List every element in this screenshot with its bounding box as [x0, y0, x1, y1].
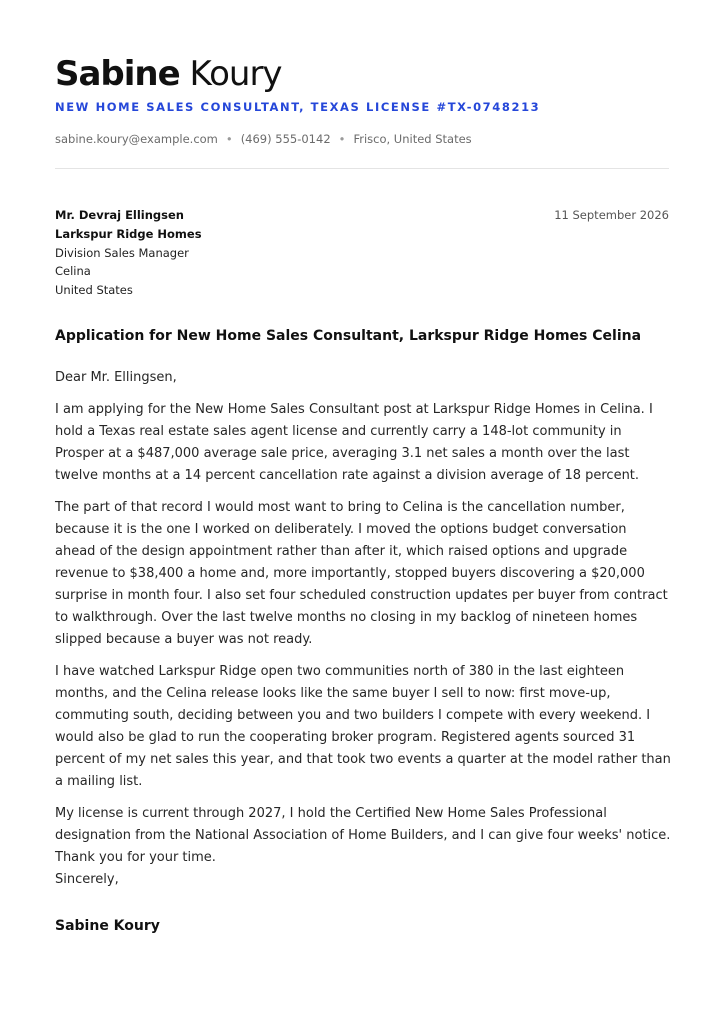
applicant-first-name: Sabine	[55, 54, 180, 94]
salutation: Dear Mr. Ellingsen,	[55, 370, 177, 385]
contact-line	[55, 132, 472, 146]
body-paragraph: I am applying for the New Home Sales Consultant post at Larkspur Ridge Homes in Celina. I hold a Texas real estate sales agent license and currently carry a 148-lot community in Prosper at a $487,000 average sale price, averaging 3.1 net sales a month over the last twelve months at a 14 percent cancellation rate against a division average of 18 percent.	[55, 402, 653, 483]
applicant-role: NEW HOME SALES CONSULTANT, TEXAS LICENSE #TX-0748213	[55, 100, 541, 114]
applicant-name	[55, 52, 282, 96]
contact-separator: •	[225, 132, 233, 146]
letter-date: 11 September 2026	[554, 208, 669, 222]
letter-body	[55, 367, 671, 879]
location: Frisco, United States	[353, 132, 472, 146]
applicant-last-name: Koury	[189, 54, 282, 94]
recipient-name: Mr. Devraj Ellingsen	[55, 208, 184, 222]
body-paragraph: I have watched Larkspur Ridge open two communities north of 380 in the last eighteen months, and the Celina release looks like the same buyer I sell to now: first move-up, commuting south, deciding between you and two builders I compete with every weekend. I would also be glad to run the cooperating broker program. Registered agents sourced 31 percent of my net sales this year, and that took two events a quarter at the model rather than a mailing list.	[55, 664, 671, 789]
recipient-company: Larkspur Ridge Homes	[55, 226, 202, 241]
body-paragraph: My license is current through 2027, I hold the Certified New Home Sales Professional designation from the National Association of Home Builders, and I can give four weeks' notice. Thank you for your time.	[55, 806, 671, 865]
body-paragraph: The part of that record I would most want to bring to Celina is the cancellation number, because it is the one I worked on deliberately. I moved the options budget conversation ahead of the design appointment rather than after it, which raised options and upgrade revenue to $38,400 a home and, more importantly, stopped buyers discovering a $20,000 surprise in month four. I also set four scheduled construction updates per buyer from contract to walkthrough. Over the last twelve months no closing in my backlog of nineteen homes slipped because a buyer was not ready.	[55, 500, 668, 647]
signature-name: Sabine Koury	[55, 918, 160, 934]
recipient-block	[55, 206, 202, 300]
recipient-city: Celina	[55, 264, 91, 279]
phone-number[interactable]: (469) 555-0142	[240, 132, 331, 146]
contact-separator: •	[338, 132, 346, 146]
letter-subject: Application for New Home Sales Consultant, Larkspur Ridge Homes Celina	[55, 328, 642, 344]
recipient-title: Division Sales Manager	[55, 245, 189, 260]
header-divider	[55, 168, 669, 169]
email-link[interactable]: sabine.koury@example.com	[55, 132, 218, 146]
recipient-country: United States	[55, 283, 133, 298]
closing: Sincerely,	[55, 872, 119, 887]
